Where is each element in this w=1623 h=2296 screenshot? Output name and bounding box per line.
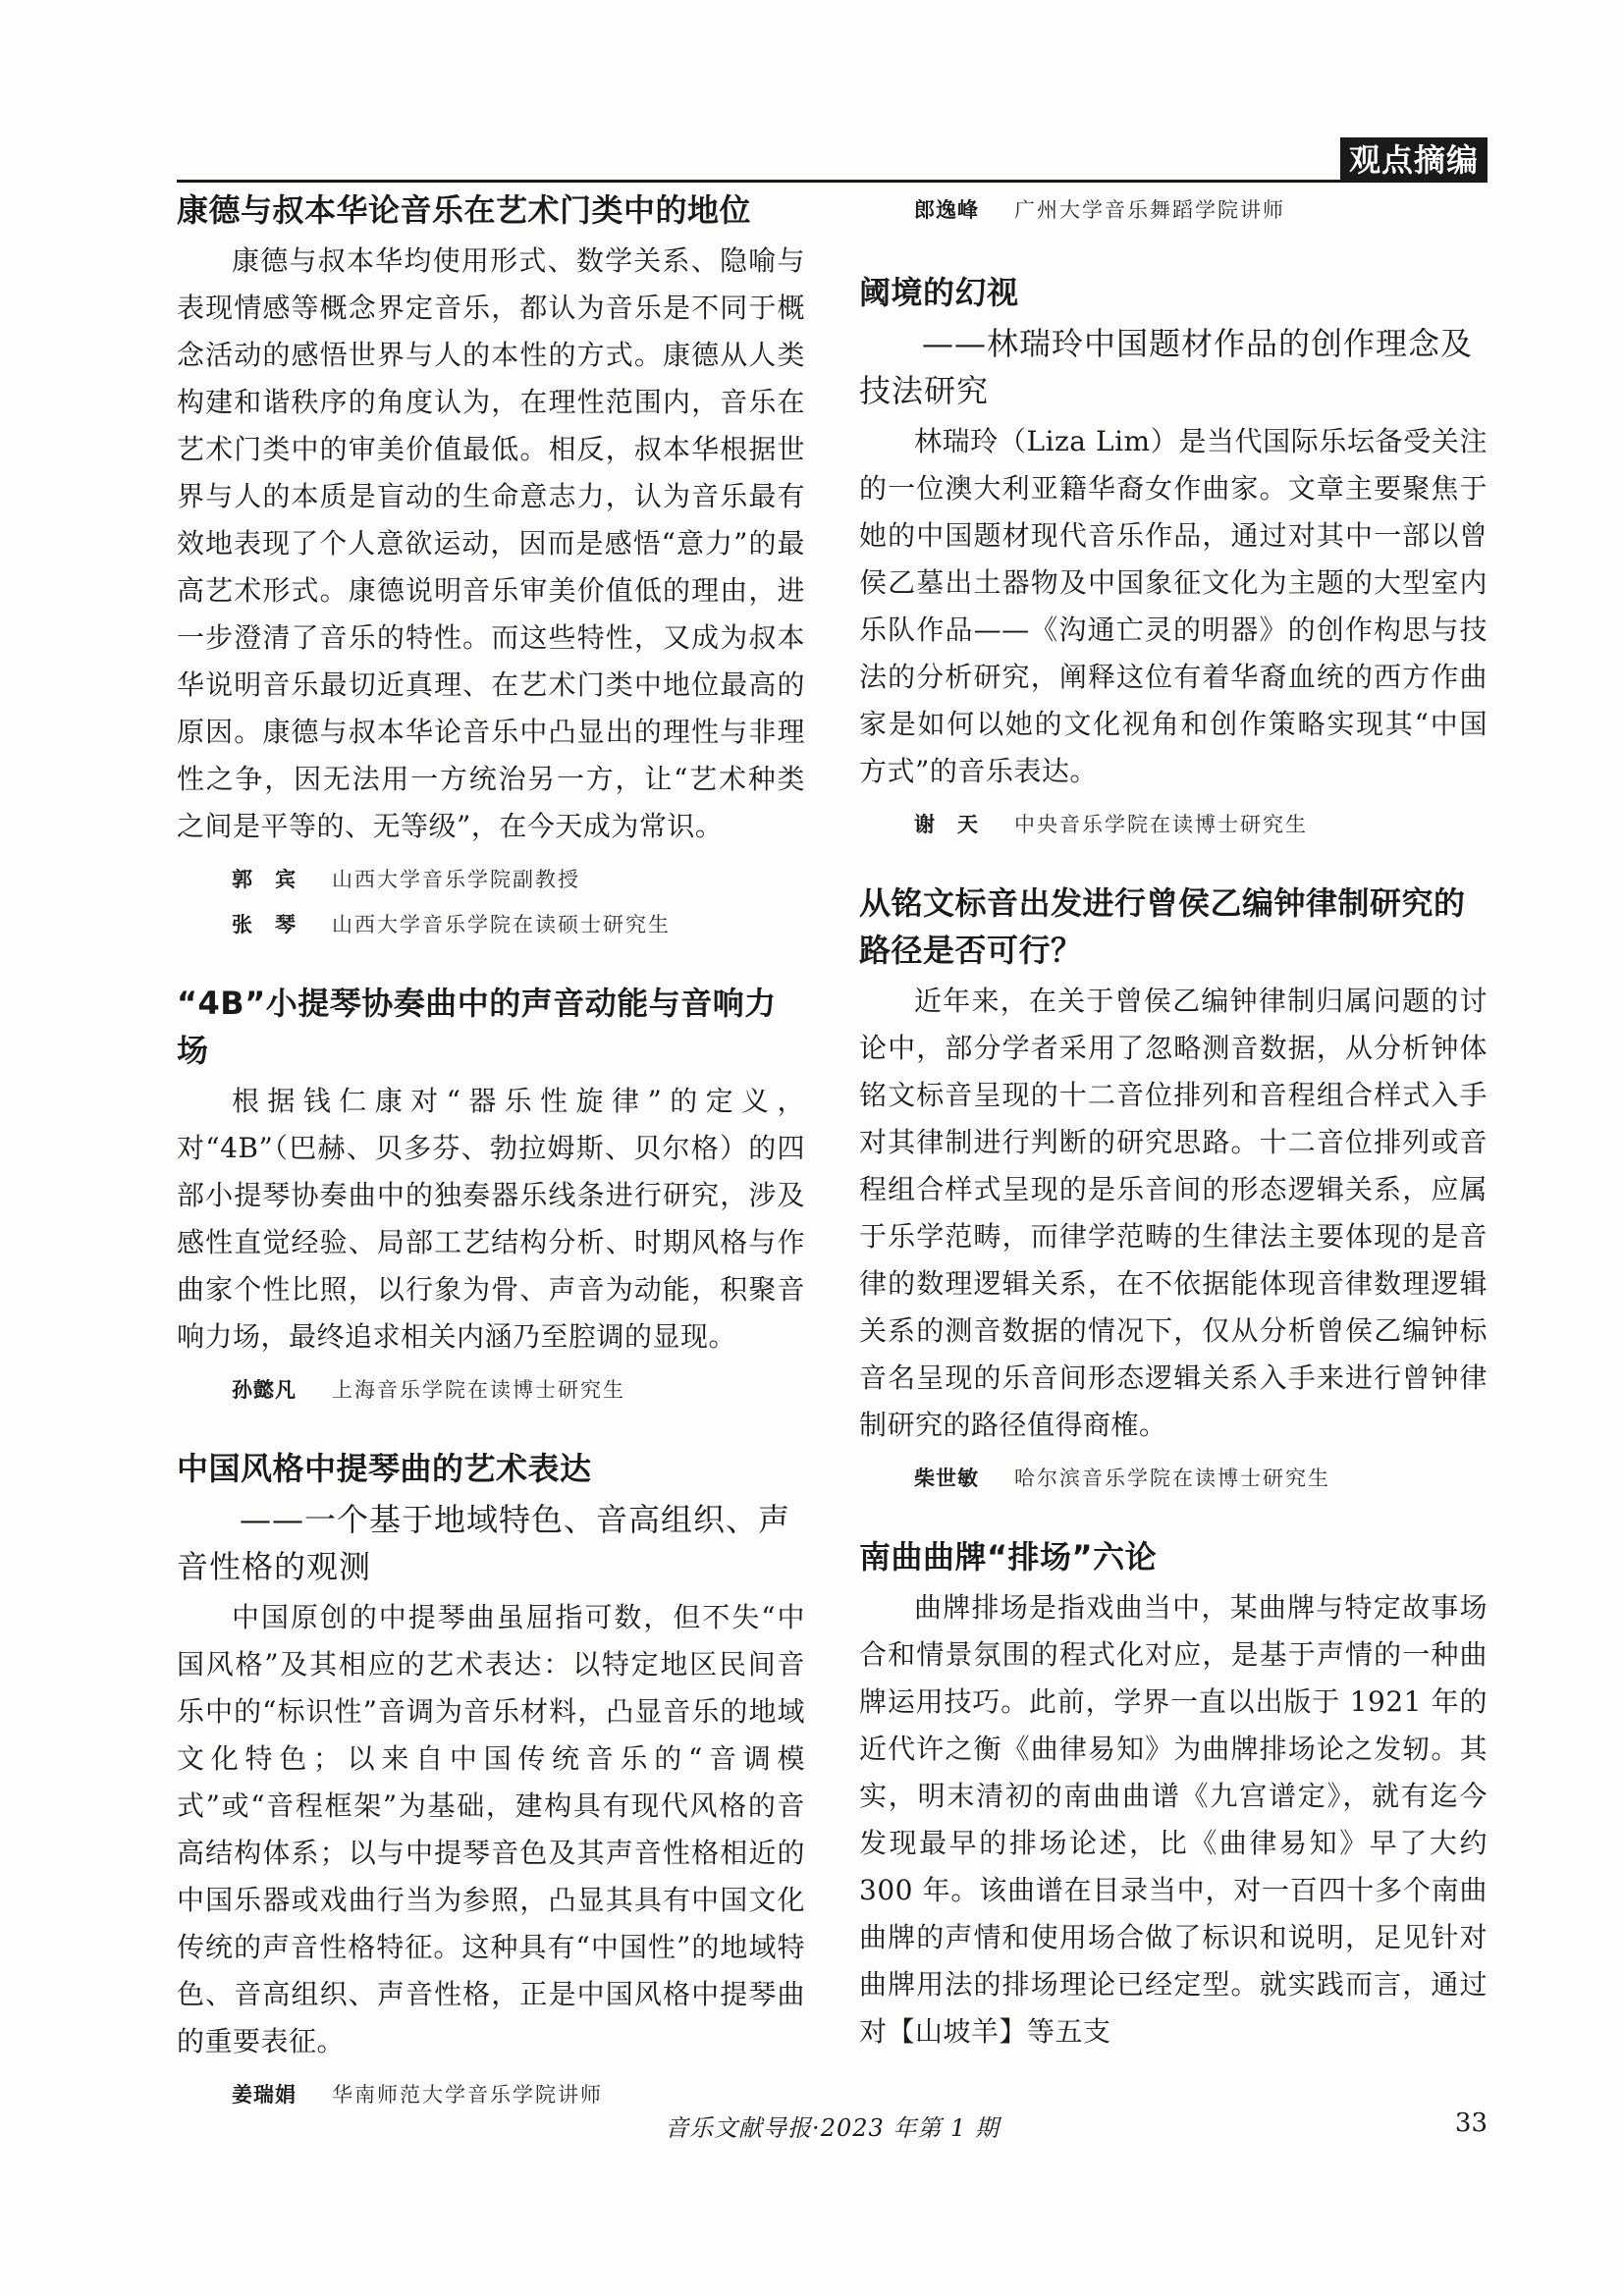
- author-affiliation: 山西大学音乐学院在读硕士研究生: [332, 913, 671, 936]
- author-affiliation: 华南师范大学音乐学院讲师: [332, 2083, 603, 2107]
- article-body: 林瑞玲（Liza Lim）是当代国际乐坛备受关注的一位澳大利亚籍华裔女作曲家。文章主要聚焦于她的中国题材现代音乐作品，通过对其中一部以曾侯乙墓出土器物及中国象征文化为主题的大型室内乐队作品——《沟通亡灵的明器》的创作构思与技法的分析研究，阐释这位有着华裔血统的西方作曲家是如何以她的文化视角和创作策略实现其“中国方式”的音乐表达。: [859, 425, 1488, 787]
- author-affiliation: 中央音乐学院在读博士研究生: [1014, 813, 1308, 836]
- author-line: [177, 909, 805, 940]
- author-name: 郭 宾: [232, 868, 297, 891]
- author-affiliation: 上海音乐学院在读博士研究生: [332, 1378, 625, 1402]
- author-affiliation: 广州大学音乐舞蹈学院讲师: [1014, 198, 1285, 222]
- author-line: [177, 1374, 805, 1406]
- author-line: [859, 1463, 1488, 1494]
- author-affiliation: 哈尔滨音乐学院在读博士研究生: [1014, 1467, 1330, 1490]
- page-number: 33: [1454, 2109, 1488, 2138]
- article-title: 南曲曲牌“排场”六论: [859, 1538, 1158, 1575]
- article-body: 曲牌排场是指戏曲当中，某曲牌与特定故事场合和情景氛围的程式化对应，是基于声情的一种曲牌运用技巧。此前，学界一直以出版于 1921 年的近代许之衡《曲律易知》为曲牌排场论之发轫。其实，明末清初的南曲曲谱《九宫谱定》，就有迄今发现最早的排场论述，比《曲律易知》早了大约 300 年。该曲谱在目录当中，对一百四十多个南曲曲牌的声情和使用场合做了标识和说明，足见针对曲牌用法的排场理论已经定型。就实践而言，通过对【山坡羊】等五支: [859, 1591, 1488, 2048]
- author-affiliation: 山西大学音乐学院副教授: [332, 868, 580, 891]
- article-body: 中国原创的中提琴曲虽屈指可数，但不失“中国风格”及其相应的艺术表达：以特定地区民间音乐中的“标识性”音调为音乐材料，凸显音乐的地域文化特色；以来自中国传统音乐的“音调模式”或“音程框架”为基础，建构具有现代风格的音高结构体系；以与中提琴音色及其声音性格相近的中国乐器或戏曲行当为参照，凸显其具有中国文化传统的声音性格特征。这种具有“中国性”的地域特色、音高组织、声音性格，正是中国风格中提琴曲的重要表征。: [177, 1601, 805, 2057]
- page-footer: [177, 2109, 1488, 2144]
- author-name: 郎逸峰: [914, 198, 979, 222]
- section-label: 观点摘编: [1340, 137, 1488, 183]
- article-body: 康德与叔本华均使用形式、数学关系、隐喻与表现情感等概念界定音乐，都认为音乐是不同于概念活动的感悟世界与人的本性的方式。康德从人类构建和谐秩序的角度认为，在理性范围内，音乐在艺术门类中的审美价值最低。相反，叔本华根据世界与人的本质是盲动的生命意志力，认为音乐最有效地表现了个人意欲运动，因而是感悟“意力”的最高艺术形式。康德说明音乐审美价值低的理由，进一步澄清了音乐的特性。而这些特性，又成为叔本华说明音乐最切近真理、在艺术门类中地位最高的原因。康德与叔本华论音乐中凸显出的理性与非理性之争，因无法用一方统治另一方，让“艺术种类之间是平等的、无等级”，在今天成为常识。: [177, 244, 805, 842]
- article: [859, 880, 1488, 1494]
- article-title: 康德与叔本华论音乐在艺术门类中的地位: [177, 191, 752, 229]
- article: [177, 1445, 805, 2110]
- article: [859, 1533, 1488, 2056]
- article-body: 近年来，在关于曾侯乙编钟律制归属问题的讨论中，部分学者采用了忽略测音数据，从分析钟体铭文标音呈现的十二音位排列和音程组合样式入手对其律制进行判断的研究思路。十二音位排列或音程组合样式呈现的是乐音间的形态逻辑关系，应属于乐学范畴，而律学范畴的生律法主要体现的是音律的数理逻辑关系，在不依据能体现音律数理逻辑关系的测音数据的情况下，仅从分析曾侯乙编钟标音名呈现的乐音间形态逻辑关系入手来进行曾钟律制研究的路径值得商榷。: [859, 985, 1488, 1441]
- article: [177, 187, 805, 940]
- author-name: 柴世敏: [914, 1467, 979, 1490]
- author-name: 姜瑞娟: [232, 2083, 297, 2107]
- article-title: 从铭文标音出发进行曾侯乙编钟律制研究的路径是否可行？: [859, 884, 1466, 969]
- article-subtitle: ——一个基于地域特色、音高组织、声音性格的观测: [177, 1501, 791, 1585]
- right-column: [859, 187, 1488, 2095]
- author-line: [177, 864, 805, 895]
- header-rule: [177, 180, 1488, 183]
- journal-name: 音乐文献导报·2023 年第 1 期: [665, 2114, 1000, 2142]
- author-line: [859, 194, 1488, 226]
- article-title: 阈境的幻视: [859, 274, 1019, 311]
- article: [859, 269, 1488, 840]
- article-subtitle: ——林瑞玲中国题材作品的创作理念及技法研究: [859, 325, 1474, 409]
- left-column: [177, 187, 805, 2150]
- author-name: 谢 天: [914, 813, 979, 836]
- article: [177, 980, 805, 1406]
- author-name: 孙懿凡: [232, 1378, 297, 1402]
- author-name: 张 琴: [232, 913, 297, 936]
- article-title: “4B”小提琴协奏曲中的声音动能与音响力场: [177, 985, 777, 1069]
- article-body: 根据钱仁康对“器乐性旋律”的定义，对“4B”（巴赫、贝多芬、勃拉姆斯、贝尔格）的四部小提琴协奏曲中的独奏器乐线条进行研究，涉及感性直觉经验、局部工艺结构分析、时期风格与作曲家个性比照，以行象为骨、声音为动能，积聚音响力场，最终追求相关内涵乃至腔调的显现。: [177, 1085, 805, 1353]
- author-line: [859, 809, 1488, 840]
- article-title: 中国风格中提琴曲的艺术表达: [177, 1450, 592, 1487]
- author-line: [177, 2079, 805, 2110]
